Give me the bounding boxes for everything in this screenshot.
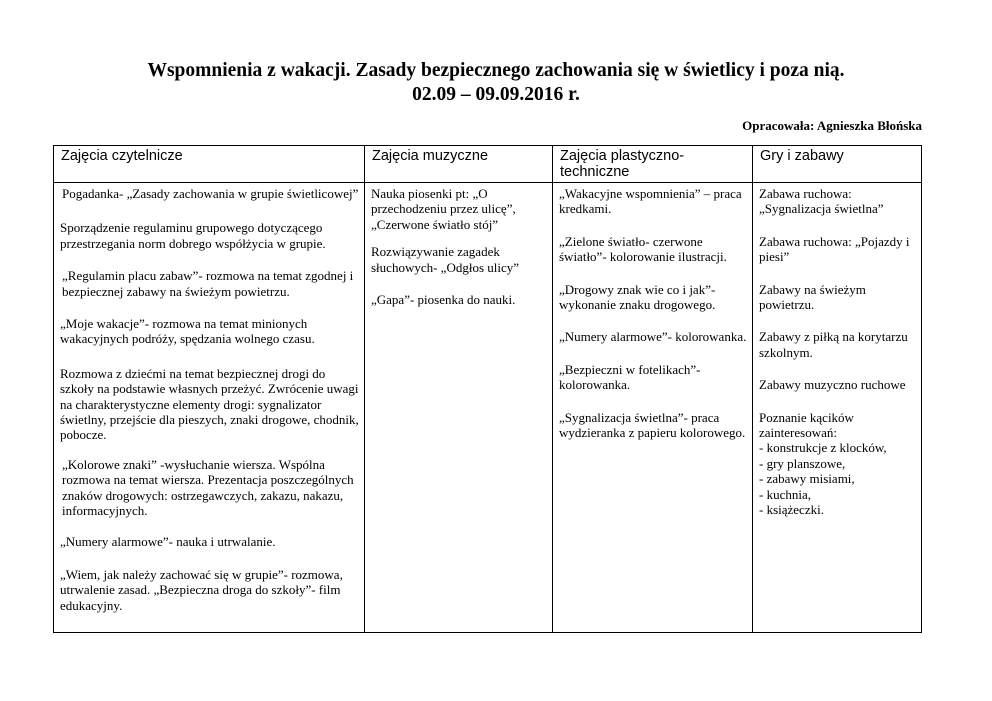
list-item: Zabawy muzyczno ruchowe (759, 377, 906, 393)
list-item: Rozwiązywanie zagadek słuchowych- „Odgłos ulicy” (371, 244, 520, 275)
list-item: - kuchnia, (759, 486, 811, 502)
table-row (54, 183, 922, 633)
column-header-art: Zajęcia plastyczno-techniczne (553, 146, 753, 183)
list-item: „Numery alarmowe”- kolorowanka. (559, 329, 747, 345)
list-item: „Numery alarmowe”- nauka i utrwalanie. (60, 533, 276, 549)
corners-intro: Poznanie kącików zainteresowań: (759, 409, 854, 441)
art-activities-cell (553, 183, 753, 633)
list-item: „Regulamin placu zabaw”- rozmowa na temat zgodnej i bezpiecznej zabawy na świeżym powietrzu. (62, 268, 354, 299)
list-item: Sporządzenie regulaminu grupowego dotyczącego przestrzegania norm dobrego współżycia w grupie. (60, 220, 326, 251)
list-item: Nauka piosenki pt: „O przechodzeniu przez ulicę”, „Czerwone światło stój” (371, 186, 516, 232)
list-item: - książeczki. (759, 502, 824, 518)
list-item: - gry planszowe, (759, 455, 846, 471)
column-header-music: Zajęcia muzyczne (365, 146, 553, 183)
list-item: „Zielone światło- czerwone światło”- kolorowanie ilustracji. (559, 233, 727, 265)
list-item: Zabawa ruchowa: „Pojazdy i piesi” (759, 233, 910, 265)
list-item: „Wiem, jak należy zachować się w grupie”- rozmowa, utrwalenie zasad. „Bezpieczna droga do szkoły”- film edukacyjny. (60, 566, 343, 613)
games-activities-cell (753, 183, 922, 633)
list-item: „Gapa”- piosenka do nauki. (371, 292, 516, 308)
list-item: „Moje wakacje”- rozmowa na temat minionych wakacyjnych podróży, spędzania wolnego czasu. (60, 316, 315, 347)
list-item: „Sygnalizacja świetlna”- praca wydzieranka z papieru kolorowego. (559, 409, 746, 441)
list-item: „Bezpieczni w fotelikach”- kolorowanka. (559, 361, 701, 393)
document-author: Opracowała: Agnieszka Błońska (742, 118, 922, 133)
list-item: Rozmowa z dziećmi na temat bezpiecznej drogi do szkoły na podstawie własnych przeżyć. Zwrócenie uwagi na charakterystyczne elementy drogi: sygnalizator świetlny, przejście dla pieszych, znaki drogowe, chodnik, pobocze. (60, 365, 359, 443)
column-header-reading: Zajęcia czytelnicze (54, 146, 365, 183)
list-item: „Drogowy znak wie co i jak”- wykonanie znaku drogowego. (559, 281, 716, 313)
document-title: Wspomnienia z wakacji. Zasady bezpiecznego zachowania się w świetlicy i poza nią. (147, 60, 845, 81)
list-item: „Kolorowe znaki” -wysłuchanie wiersza. Wspólna rozmowa na temat wiersza. Prezentacja poszczególnych znaków drogowych: ostrzegawczych, zakazu, nakazu, informacyjnych. (62, 456, 354, 519)
list-item: Pogadanka- „Zasady zachowania w grupie świetlicowej” (62, 186, 359, 201)
list-item: - konstrukcje z klocków, (759, 440, 887, 456)
list-item: Zabawa ruchowa: „Sygnalizacja świetlna” (759, 186, 884, 217)
table-header-row (54, 146, 922, 183)
list-item: „Wakacyjne wspomnienia” – praca kredkami. (559, 186, 742, 217)
reading-activities-cell (54, 183, 365, 633)
activity-plan-table (53, 145, 922, 633)
music-activities-cell (365, 183, 553, 633)
column-header-games: Gry i zabawy (753, 146, 922, 183)
document-date-range: 02.09 – 09.09.2016 r. (412, 84, 580, 105)
list-item: Zabawy z piłką na korytarzu szkolnym. (759, 329, 908, 360)
list-item: - zabawy misiami, (759, 471, 855, 487)
corners-list (759, 410, 917, 518)
list-item: Zabawy na świeżym powietrzu. (759, 281, 866, 313)
